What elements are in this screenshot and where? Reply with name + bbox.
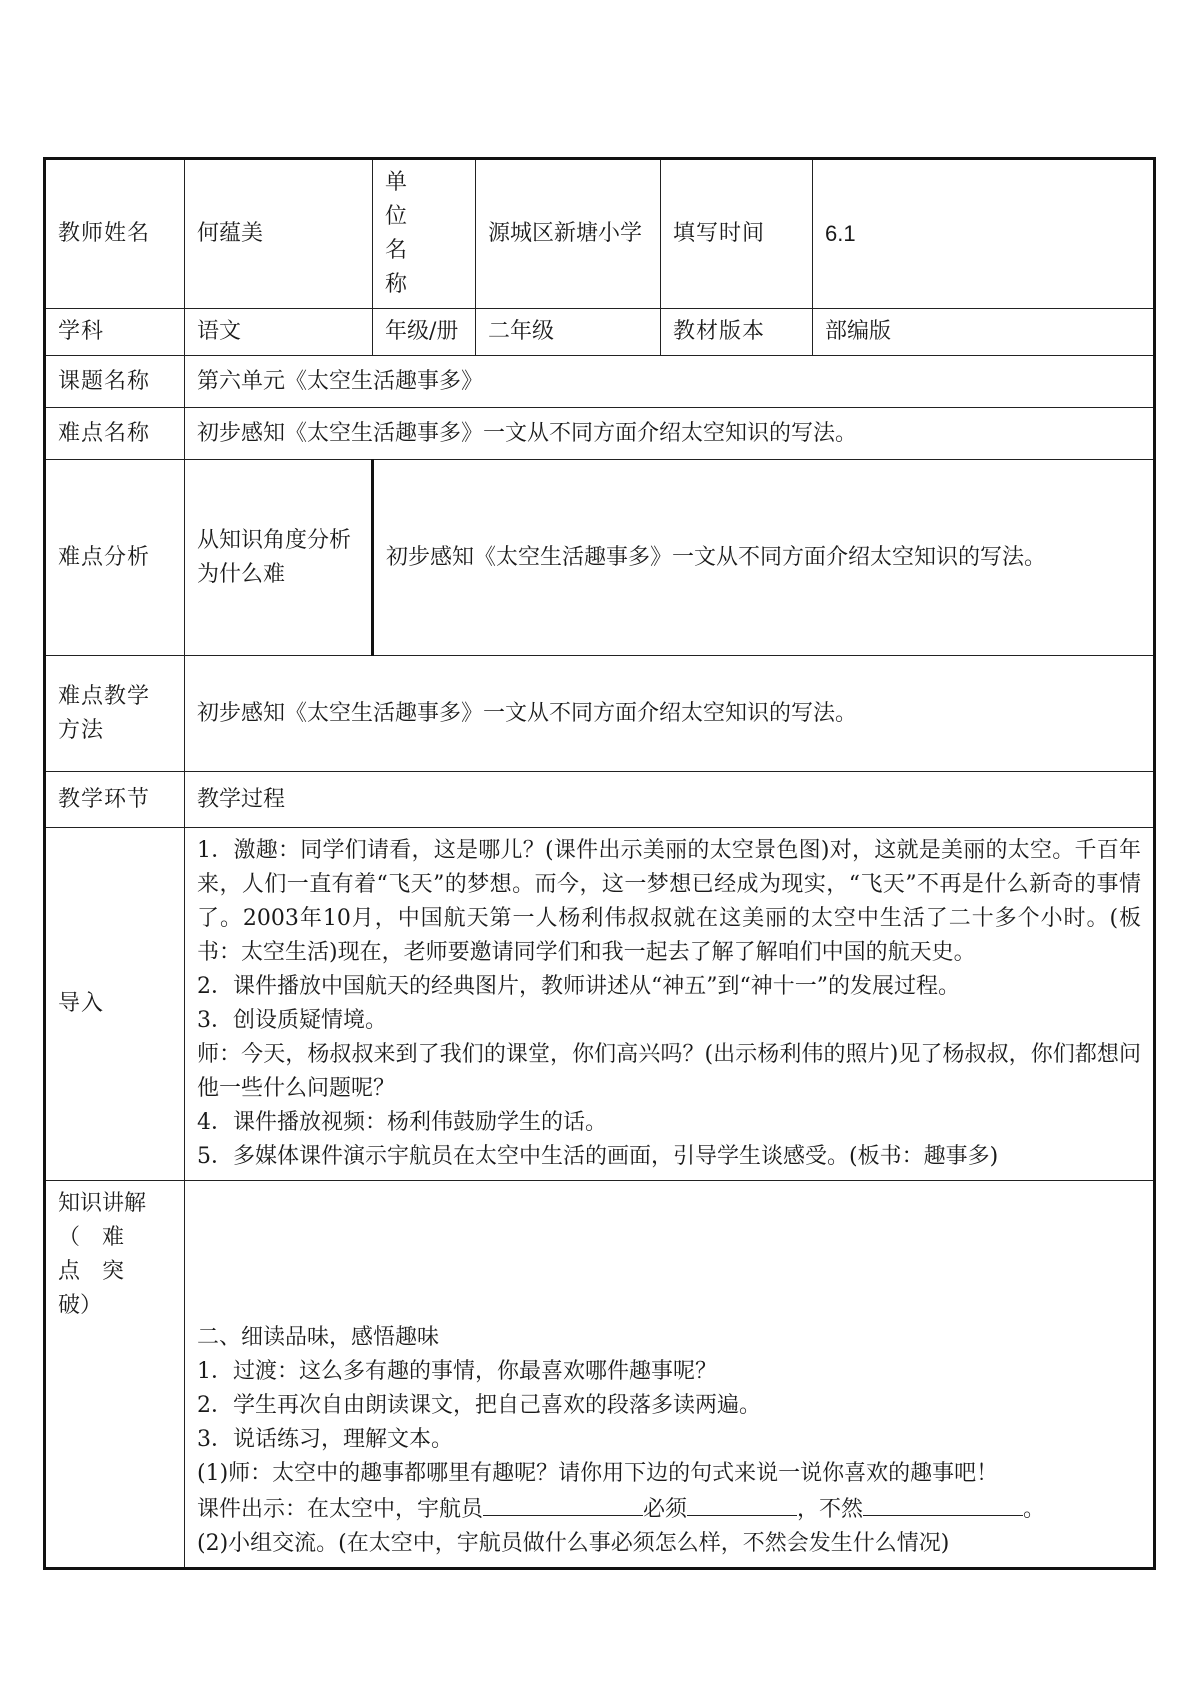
intro-line: 2．课件播放中国航天的经典图片，教师讲述从“神五”到“神十一”的发展过程。	[197, 974, 960, 999]
intro-line: 4．课件播放视频：杨利伟鼓励学生的话。	[197, 1110, 607, 1135]
knowledge-line: 2．学生再次自由朗读课文，把自己喜欢的段落多读两遍。	[197, 1393, 761, 1418]
template-otherwise: ，不然	[797, 1497, 864, 1522]
topic-row	[45, 356, 1155, 408]
sentence-template	[197, 1491, 1141, 1527]
knowledge-heading: 二、细读品味，感悟趣味	[197, 1325, 440, 1350]
blank-1	[483, 1491, 643, 1516]
subject-label: 学科	[45, 309, 185, 356]
template-must: 必须	[643, 1497, 688, 1522]
difficulty-row	[45, 408, 1155, 460]
intro-row	[45, 828, 1155, 1181]
grade-label: 年级/册	[373, 309, 476, 356]
knowledge-label-line: 破）	[58, 1293, 103, 1318]
grade-value: 二年级	[476, 309, 661, 356]
topic-value: 第六单元《太空生活趣事多》	[185, 356, 1155, 408]
knowledge-label	[45, 1181, 185, 1569]
knowledge-line: 1．过渡：这么多有趣的事情，你最喜欢哪件趣事呢？	[197, 1359, 717, 1384]
date-value: 6.1	[813, 159, 1155, 309]
date-label: 填写时间	[661, 159, 813, 309]
lesson-plan-table	[43, 157, 1156, 1570]
knowledge-row	[45, 1181, 1155, 1569]
method-label: 难点教学方法	[45, 656, 185, 772]
method-row	[45, 656, 1155, 772]
knowledge-label-line: 知识讲解	[58, 1191, 147, 1216]
template-prefix: 课件出示：在太空中，宇航员	[197, 1497, 484, 1522]
unit-value: 源城区新塘小学	[476, 159, 661, 309]
analysis-label: 难点分析	[45, 460, 185, 656]
intro-line: 3．创设质疑情境。	[197, 1008, 387, 1033]
intro-line: 5．多媒体课件演示宇航员在太空中生活的画面，引导学生谈感受。(板书：趣事多)	[197, 1144, 999, 1169]
knowledge-line: 3．说话练习，理解文本。	[197, 1427, 453, 1452]
blank-3	[863, 1491, 1023, 1516]
blank-2	[687, 1491, 797, 1516]
analysis-value: 初步感知《太空生活趣事多》一文从不同方面介绍太空知识的写法。	[373, 460, 1155, 656]
method-value: 初步感知《太空生活趣事多》一文从不同方面介绍太空知识的写法。	[185, 656, 1155, 772]
edition-label: 教材版本	[661, 309, 813, 356]
intro-label: 导入	[45, 828, 185, 1181]
analysis-sub-label: 从知识角度分析为什么难	[185, 460, 373, 656]
knowledge-body	[185, 1181, 1155, 1569]
stage-label: 教学环节	[45, 772, 185, 828]
lesson-plan-page	[43, 157, 1153, 1570]
info-row-2	[45, 309, 1155, 356]
template-end: 。	[1023, 1497, 1046, 1522]
intro-line: 1．激趣：同学们请看，这是哪儿？(课件出示美丽的太空景色图)对，这就是美丽的太空。千百年来，人们一直有着“飞天”的梦想。而今，这一梦想已经成为现实，“飞天”不再是什么新奇的事情了。2003年10月，中国航天第一人杨利伟叔叔就在这美丽的太空中生活了二十多个小时。(板书：太空生活)现在，老师要邀请同学们和我一起去了解了解咱们中国的航天史。	[197, 838, 1141, 965]
knowledge-line: (1)师：太空中的趣事都哪里有趣呢？请你用下边的句式来说一说你喜欢的趣事吧！	[197, 1461, 999, 1486]
topic-label: 课题名称	[45, 356, 185, 408]
process-header-row	[45, 772, 1155, 828]
difficulty-label: 难点名称	[45, 408, 185, 460]
info-row-1	[45, 159, 1155, 309]
difficulty-value: 初步感知《太空生活趣事多》一文从不同方面介绍太空知识的写法。	[185, 408, 1155, 460]
intro-line: 师：今天，杨叔叔来到了我们的课堂，你们高兴吗？(出示杨利伟的照片)见了杨叔叔，你们都想问他一些什么问题呢？	[197, 1042, 1141, 1101]
teacher-label: 教师姓名	[45, 159, 185, 309]
intro-body	[185, 828, 1155, 1181]
subject-value: 语文	[185, 309, 373, 356]
knowledge-label-line: （难点突	[58, 1225, 147, 1284]
process-label: 教学过程	[185, 772, 1155, 828]
edition-value: 部编版	[813, 309, 1155, 356]
knowledge-last-line: (2)小组交流。(在太空中，宇航员做什么事必须怎么样，不然会发生什么情况)	[197, 1531, 950, 1556]
teacher-value: 何蕴美	[185, 159, 373, 309]
unit-label: 单位名称	[373, 159, 476, 309]
analysis-row	[45, 460, 1155, 656]
